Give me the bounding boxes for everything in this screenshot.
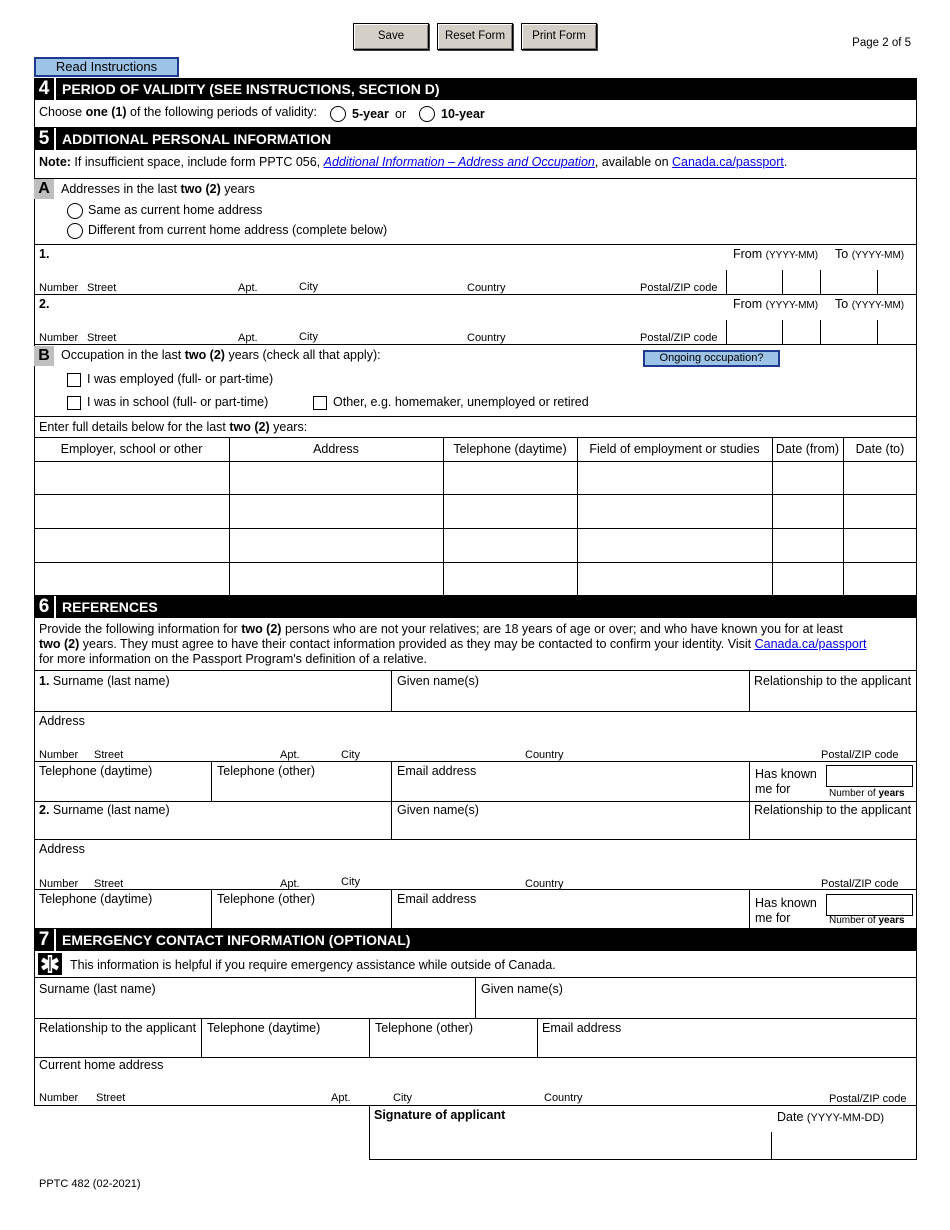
ref-1-surname-field[interactable] (36, 690, 388, 710)
col-apt: Apt. (331, 1092, 351, 1104)
col-apt: Apt. (238, 332, 258, 344)
col-postal: Postal/ZIP code (821, 878, 899, 890)
other-occupation-checkbox[interactable] (313, 396, 327, 410)
divider (34, 1018, 917, 1019)
section-title: EMERGENCY CONTACT INFORMATION (OPTIONAL) (62, 932, 411, 948)
col-country: Country (525, 878, 564, 890)
col-number: Number (39, 282, 79, 294)
address-2-from-field[interactable] (727, 320, 820, 345)
emergency-tel-other-label: Telephone (other) (375, 1021, 473, 1035)
validity-10-year-label: 10-year (441, 107, 485, 121)
col-city: City (393, 1092, 412, 1104)
ref-2-tel-day-field[interactable] (36, 908, 208, 928)
ref-2-surname-field[interactable] (36, 819, 388, 838)
ref-1-me-for-label: me for (755, 782, 791, 796)
ref-2-has-known-label: Has known (755, 896, 817, 910)
emergency-email-field[interactable] (539, 1037, 915, 1056)
addresses-prompt: Addresses in the last two (2) years (61, 182, 255, 196)
divider (34, 711, 917, 712)
table-header: Date (to) (855, 442, 905, 456)
divider (34, 1057, 917, 1058)
reset-form-button[interactable]: Reset Form (437, 23, 513, 50)
subsection-a-letter: A (34, 179, 54, 199)
emergency-relationship-label: Relationship to the applicant (39, 1021, 197, 1035)
col-apt: Apt. (280, 749, 300, 761)
emergency-home-address-label: Current home address (39, 1058, 164, 1072)
divider (537, 1018, 538, 1057)
col-country: Country (544, 1092, 583, 1104)
col-number: Number (39, 749, 79, 761)
divider (211, 889, 212, 929)
col-postal: Postal/ZIP code (829, 1093, 907, 1105)
emergency-relationship-field[interactable] (36, 1037, 199, 1056)
table-header: Employer, school or other (60, 442, 203, 456)
col-postal: Postal/ZIP code (821, 749, 899, 761)
ref-1-address-label: Address (39, 714, 85, 728)
section-number: 7 (34, 929, 56, 951)
ref-2-me-for-label: me for (755, 911, 791, 925)
section-7-header (34, 929, 917, 951)
col-postal: Postal/ZIP code (640, 282, 718, 294)
divider (34, 839, 917, 840)
divider (34, 670, 917, 671)
signature-label: Signature of applicant (374, 1108, 506, 1122)
ref-1-given-label: Given name(s) (397, 674, 479, 688)
signature-date-label: Date (YYYY-MM-DD) (777, 1110, 885, 1124)
col-apt: Apt. (238, 282, 258, 294)
ref-2-years-label: Number of years (829, 915, 905, 926)
ref-1-has-known-label: Has known (755, 767, 817, 781)
ref-1-address-field[interactable] (36, 730, 915, 748)
different-address-label: Different from current home address (complete below) (88, 223, 388, 237)
col-number: Number (39, 1092, 79, 1104)
address-2-to-label: To (YYYY-MM) (835, 297, 905, 311)
divider (771, 1132, 772, 1160)
col-city: City (299, 281, 318, 293)
employed-label: I was employed (full- or part-time) (87, 372, 274, 386)
col-apt: Apt. (280, 878, 300, 890)
ref-2-address-field[interactable] (36, 858, 915, 876)
divider (34, 178, 917, 179)
table-header: Telephone (daytime) (453, 442, 567, 456)
ref-1-email-label: Email address (397, 764, 477, 778)
ref-2-tel-other-field[interactable] (213, 908, 388, 928)
col-postal: Postal/ZIP code (640, 332, 718, 344)
emergency-given-field[interactable] (477, 998, 915, 1017)
validity-5-year-label: 5-year (352, 107, 389, 121)
emergency-info-text: This information is helpful if you require emergency assistance while outside of Canada. (70, 958, 556, 972)
ref-2-years-field[interactable] (826, 894, 913, 916)
col-street: Street (87, 332, 117, 344)
canada-passport-link[interactable]: Canada.ca/passport (672, 155, 784, 169)
divider (475, 977, 476, 1018)
same-address-label: Same as current home address (88, 203, 263, 217)
ref-2-address-label: Address (39, 842, 85, 856)
divider (749, 761, 750, 801)
emergency-surname-field[interactable] (36, 998, 472, 1017)
print-form-button[interactable]: Print Form (521, 23, 597, 50)
table-header: Address (313, 442, 359, 456)
emergency-email-label: Email address (542, 1021, 622, 1035)
col-street: Street (96, 1092, 126, 1104)
col-street: Street (94, 749, 124, 761)
same-address-radio[interactable] (67, 203, 83, 219)
ref-1-tel-other-label: Telephone (other) (217, 764, 315, 778)
different-address-radio[interactable] (67, 223, 83, 239)
divider (34, 294, 917, 295)
ref-2-tel-day-label: Telephone (daytime) (39, 892, 153, 906)
emergency-surname-label: Surname (last name) (39, 982, 156, 996)
divider (391, 889, 392, 929)
section-4-header (34, 78, 917, 100)
ref-1-years-field[interactable] (826, 765, 913, 787)
details-prompt: Enter full details below for the last two (2) years: (39, 420, 308, 434)
ref-1-surname-label: 1. Surname (last name) (39, 674, 170, 688)
references-intro-line-1: Provide the following information for two (2) persons who are not your relatives; are 18 years of age or over; and who have known you for at least (39, 622, 843, 636)
other-occupation-label: Other, e.g. homemaker, unemployed or retired (333, 395, 589, 409)
address-2-to-field[interactable] (821, 320, 916, 345)
ref-2-email-label: Email address (397, 892, 477, 906)
emergency-home-address-field[interactable] (36, 1074, 915, 1091)
emergency-tel-day-field[interactable] (203, 1037, 367, 1056)
col-city: City (341, 876, 360, 888)
ref-1-relationship-label: Relationship to the applicant (754, 674, 912, 688)
col-city: City (341, 749, 360, 761)
ref-2-given-field[interactable] (393, 819, 747, 838)
divider (201, 1018, 202, 1057)
address-1-from-field[interactable] (727, 270, 820, 295)
col-number: Number (39, 878, 79, 890)
ref-1-relationship-field[interactable] (751, 690, 915, 710)
divider (749, 889, 750, 929)
divider (391, 670, 392, 711)
ref-1-email-field[interactable] (393, 780, 747, 800)
col-country: Country (467, 332, 506, 344)
table-header: Field of employment or studies (589, 442, 760, 456)
col-street: Street (87, 282, 117, 294)
note: Note: If insufficient space, include form PPTC 056, Additional Information – Address and Occupation, available on Canada.ca/passport. (39, 155, 788, 169)
address-1-from-label: From (YYYY-MM) (733, 247, 819, 261)
section-5-header (34, 128, 917, 150)
col-country: Country (467, 282, 506, 294)
occupation-prompt: Occupation in the last two (2) years (check all that apply): (61, 348, 381, 362)
emergency-given-label: Given name(s) (481, 982, 563, 996)
col-number: Number (39, 332, 79, 344)
signature-date-field[interactable] (773, 1132, 916, 1159)
section-6-header (34, 596, 917, 618)
subsection-b-letter: B (34, 346, 54, 366)
validity-5-year-radio[interactable] (330, 106, 346, 122)
emergency-tel-other-field[interactable] (371, 1037, 535, 1056)
ref-2-surname-label: 2. Surname (last name) (39, 803, 170, 817)
divider (34, 437, 917, 438)
address-2-from-label: From (YYYY-MM) (733, 297, 819, 311)
section-title: ADDITIONAL PERSONAL INFORMATION (62, 131, 332, 147)
col-street: Street (94, 878, 124, 890)
school-label: I was in school (full- or part-time) (87, 395, 269, 409)
ref-1-years-label: Number of years (829, 788, 905, 799)
emergency-tel-day-label: Telephone (daytime) (207, 1021, 321, 1035)
references-intro-line-3: for more information on the Passport Program's definition of a relative. (39, 652, 427, 666)
employed-checkbox[interactable] (67, 373, 81, 387)
form-number-footer: PPTC 482 (02-2021) (39, 1178, 141, 1190)
read-instructions-button[interactable]: Read Instructions (34, 57, 179, 77)
signature-field[interactable] (371, 1125, 769, 1159)
ref-2-email-field[interactable] (393, 908, 747, 928)
ref-2-relationship-field[interactable] (751, 819, 915, 838)
ref-1-tel-day-label: Telephone (daytime) (39, 764, 153, 778)
save-button[interactable]: Save (353, 23, 429, 50)
address-1-field[interactable] (36, 262, 726, 282)
ref-1-tel-day-field[interactable] (36, 780, 208, 800)
divider (34, 761, 917, 762)
section-number: 4 (34, 78, 56, 100)
divider (369, 1018, 370, 1057)
divider (34, 344, 917, 345)
address-2-field[interactable] (36, 312, 726, 332)
divider (34, 244, 917, 245)
school-checkbox[interactable] (67, 396, 81, 410)
divider (34, 801, 917, 802)
ref-2-tel-other-label: Telephone (other) (217, 892, 315, 906)
references-intro-line-2: two (2) years. They must agree to have their contact information provided as they may be contacted to confirm your identity. Visit Canada.ca/passport (39, 637, 867, 651)
divider (34, 889, 917, 890)
divider (749, 670, 750, 711)
ref-1-tel-other-field[interactable] (213, 780, 388, 800)
divider (34, 416, 917, 417)
emergency-star-of-life-icon (38, 953, 62, 975)
validity-prompt: Choose one (1) of the following periods of validity: (39, 105, 317, 119)
col-country: Country (525, 749, 564, 761)
ref-1-given-field[interactable] (393, 690, 747, 710)
table-header: Date (from) (775, 442, 840, 456)
address-1-to-field[interactable] (821, 270, 916, 295)
ref-2-relationship-label: Relationship to the applicant (754, 803, 912, 817)
occupation-table-body[interactable] (35, 462, 916, 595)
divider (391, 801, 392, 839)
validity-10-year-radio[interactable] (419, 106, 435, 122)
divider (391, 761, 392, 801)
form-pptc-056-link[interactable]: Additional Information – Address and Occupation (323, 155, 595, 169)
divider (749, 801, 750, 839)
ref-2-given-label: Given name(s) (397, 803, 479, 817)
or-label: or (395, 107, 407, 121)
canada-passport-link[interactable]: Canada.ca/passport (754, 637, 867, 651)
page-number: Page 2 of 5 (852, 37, 911, 49)
address-2-number: 2. (39, 297, 50, 311)
section-title: REFERENCES (62, 599, 158, 615)
divider (211, 761, 212, 801)
section-number: 6 (34, 596, 56, 618)
section-number: 5 (34, 128, 56, 150)
ongoing-occupation-button[interactable]: Ongoing occupation? (643, 350, 780, 367)
section-title: PERIOD OF VALIDITY (SEE INSTRUCTIONS, SECTION D) (62, 81, 440, 97)
col-city: City (299, 331, 318, 343)
address-1-to-label: To (YYYY-MM) (835, 247, 905, 261)
address-1-number: 1. (39, 247, 50, 261)
